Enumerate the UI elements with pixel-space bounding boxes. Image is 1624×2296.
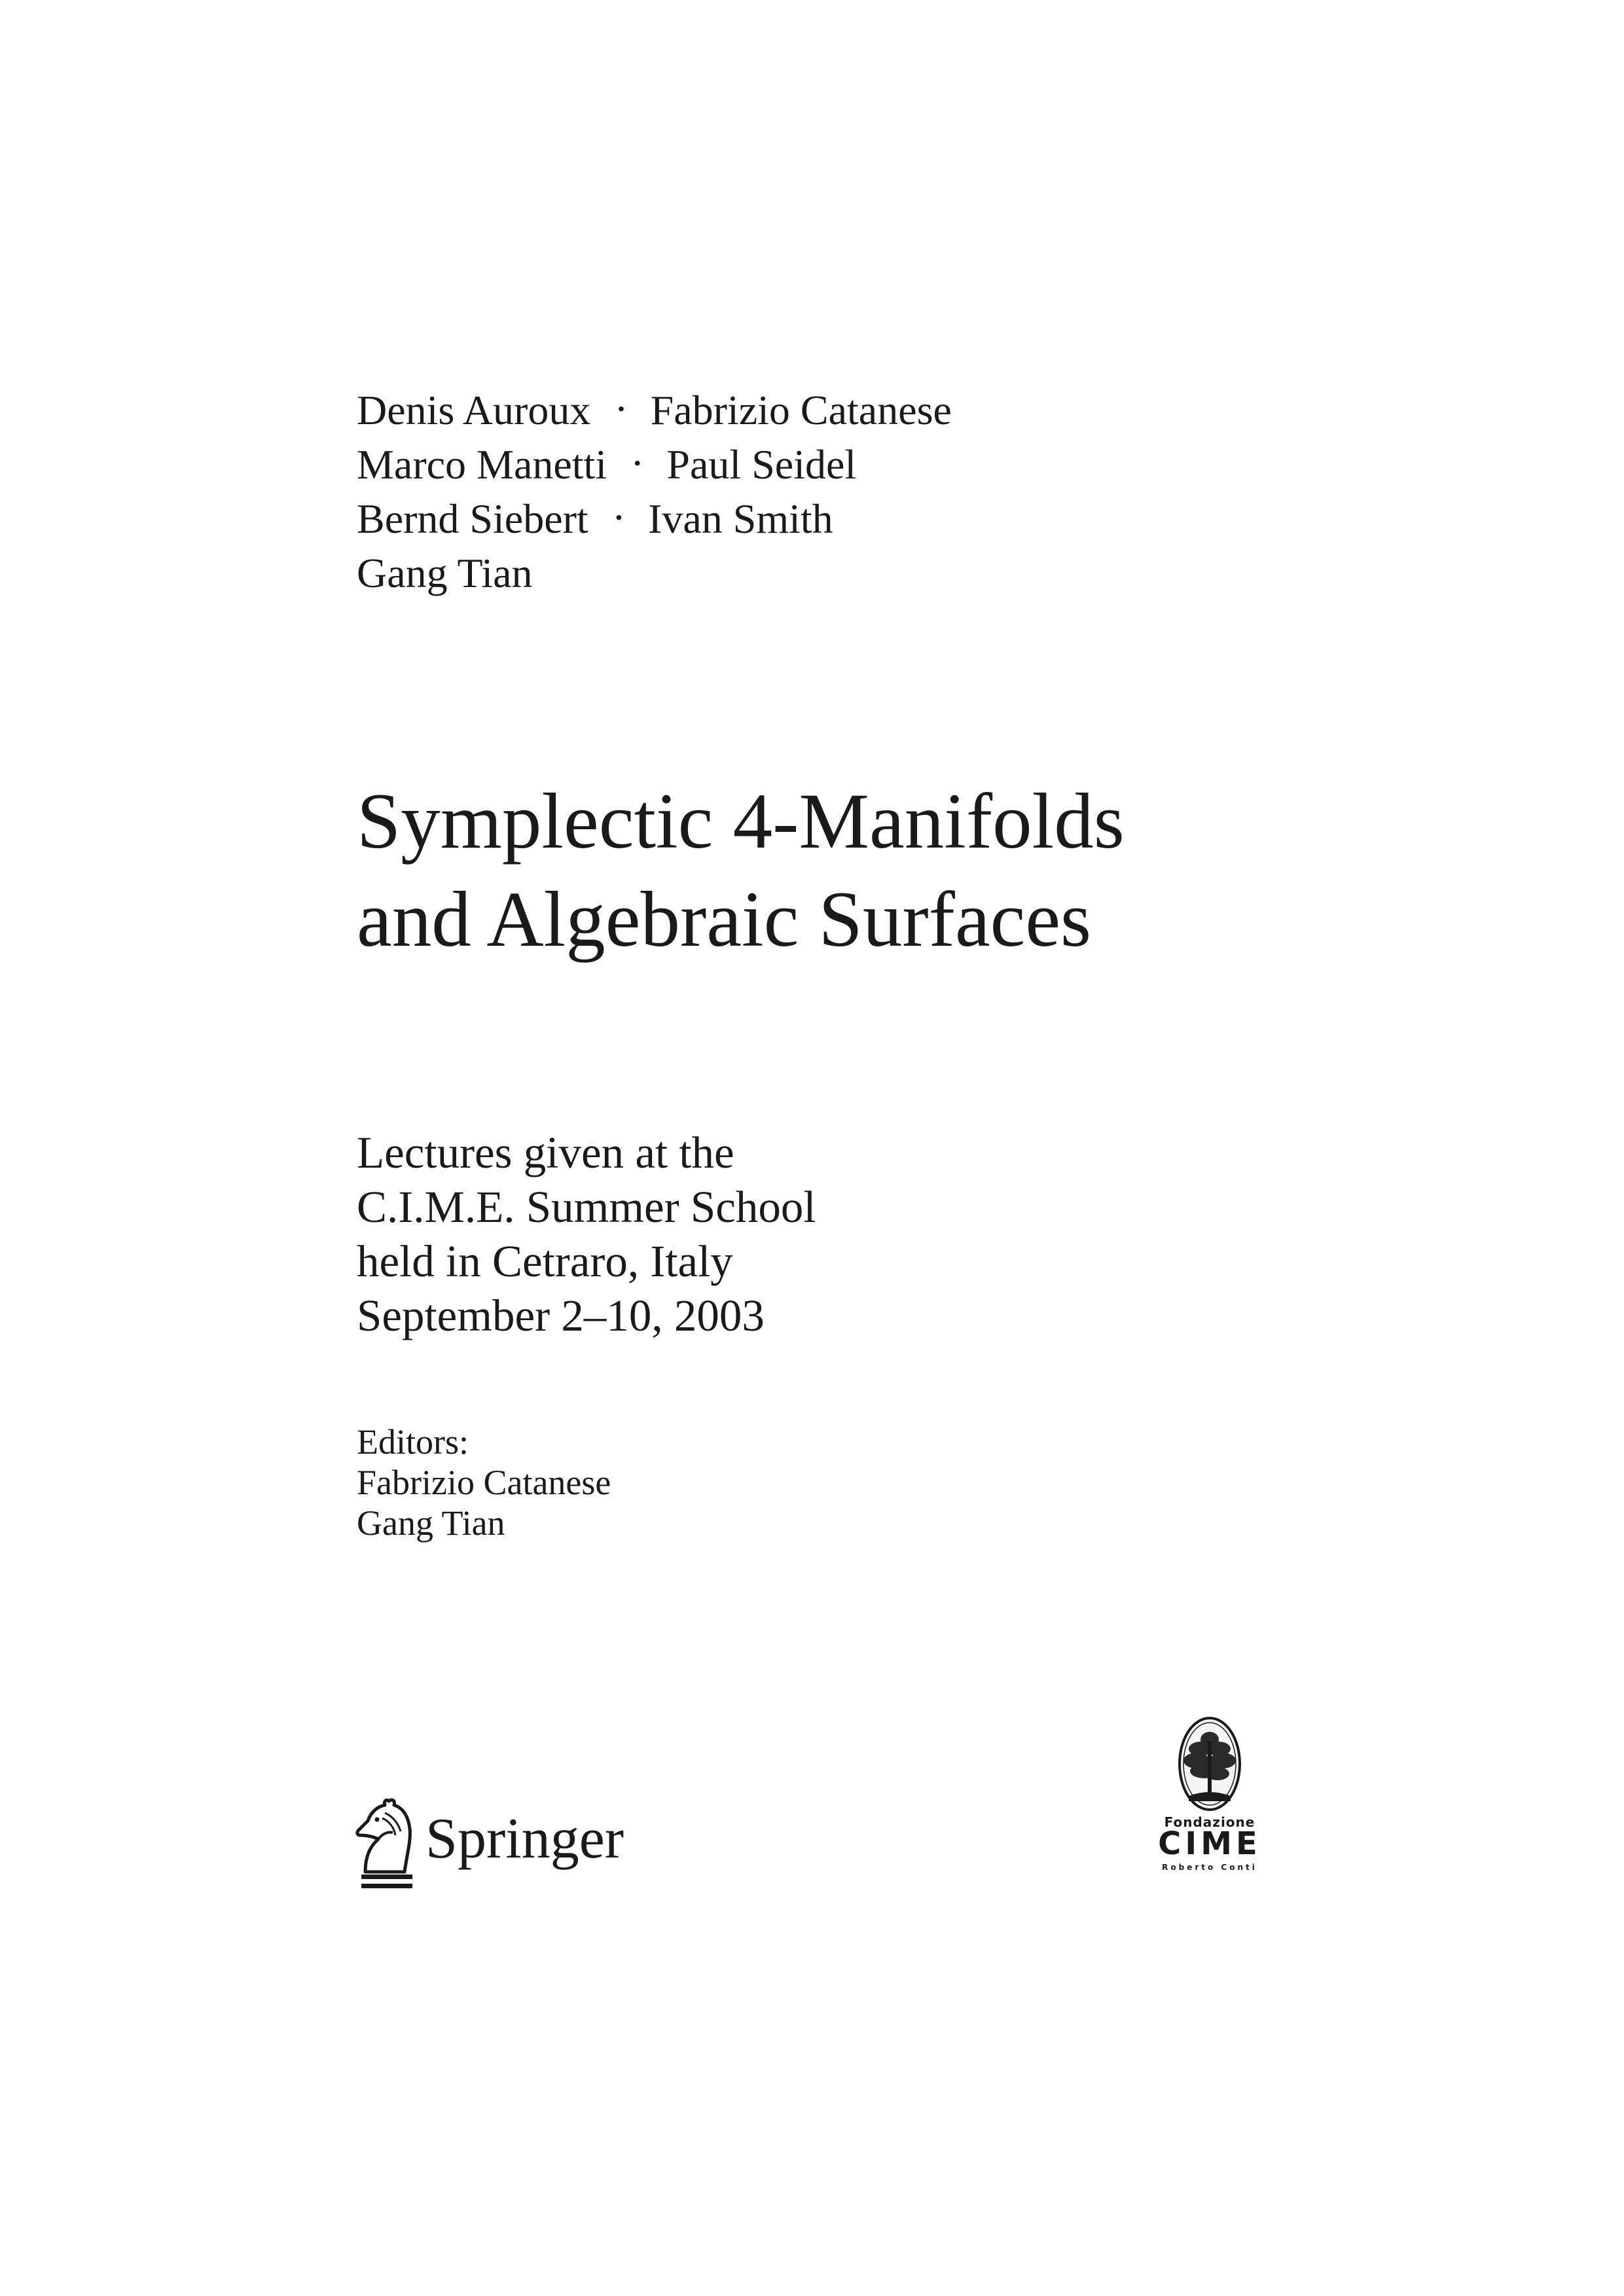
author-separator: · [614,386,628,432]
book-title-line-1: Symplectic 4-Manifolds [357,778,1125,865]
editors-label: Editors: [357,1422,469,1462]
book-title-line-2: and Algebraic Surfaces [357,876,1092,963]
author-list [357,383,952,600]
tree-icon [1144,1715,1275,1813]
author-separator: · [611,494,626,541]
author-name: Marco Manetti [357,441,607,488]
author-name: Denis Auroux [357,387,591,433]
author-line [357,492,952,546]
author-line [357,383,952,437]
publisher-logo [346,1793,660,1898]
foundation-logo [1144,1715,1275,1878]
subtitle-line-2: C.I.M.E. Summer School [357,1182,816,1232]
subtitle-line-1: Lectures given at the [357,1128,734,1177]
author-line [357,546,952,600]
knight-horse-icon [346,1793,424,1892]
author-name: Paul Seidel [666,441,857,488]
editor-name: Gang Tian [357,1503,505,1543]
foundation-name: CIME [1158,1825,1261,1862]
publisher-name: Springer [425,1807,624,1871]
author-name: Ivan Smith [648,495,833,542]
foundation-label: Fondazione [1164,1814,1255,1830]
author-name: Bernd Siebert [357,495,588,542]
foundation-subtitle: Roberto Conti [1162,1863,1257,1872]
book-subtitle [357,1126,816,1343]
editor-name: Fabrizio Catanese [357,1463,611,1502]
book-title [357,772,1125,969]
editors-block [357,1422,611,1543]
subtitle-line-3: held in Cetraro, Italy [357,1236,733,1286]
author-name: Gang Tian [357,550,533,596]
author-line [357,437,952,492]
author-separator: · [630,440,645,486]
author-name: Fabrizio Catanese [650,387,952,433]
subtitle-line-4: September 2–10, 2003 [357,1291,765,1340]
